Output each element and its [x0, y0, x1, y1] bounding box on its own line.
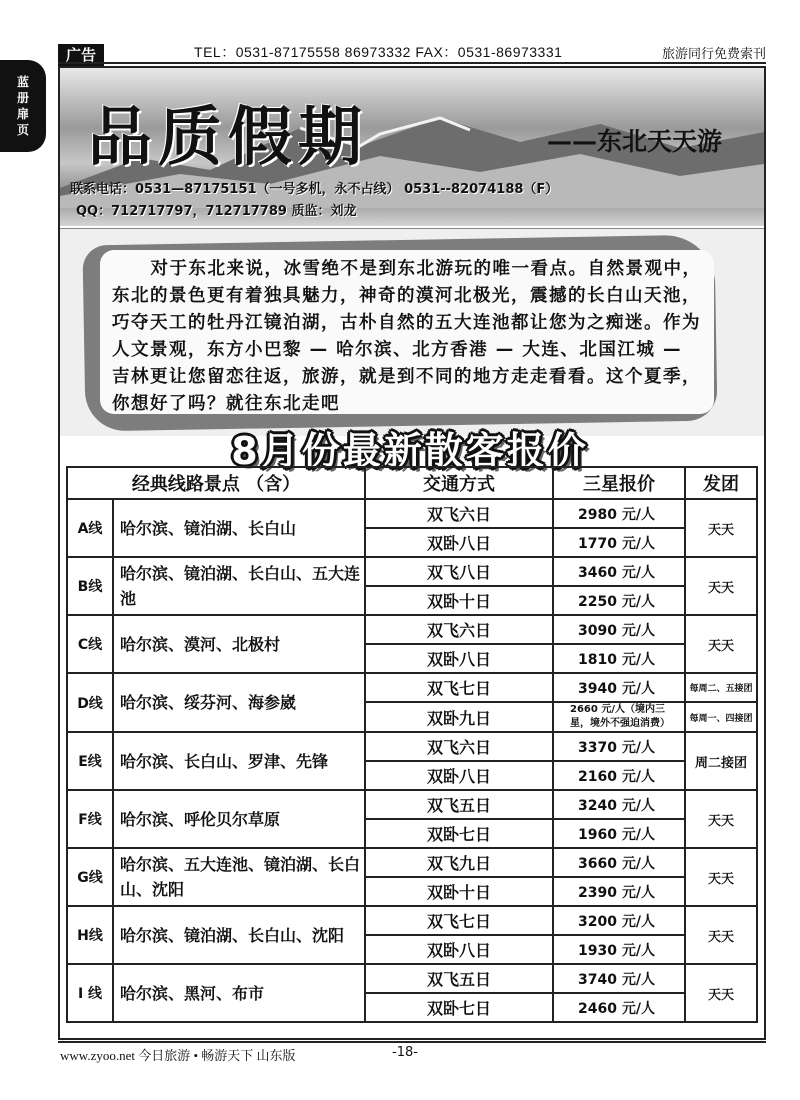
table-row	[67, 790, 757, 819]
line-code: F线	[67, 790, 113, 848]
transport-cell: 双飞九日	[365, 848, 553, 877]
price-cell: 1770 元/人	[553, 528, 685, 557]
ad-tag: 广告	[58, 44, 104, 66]
line-code: B线	[67, 557, 113, 615]
transport-cell: 双飞五日	[365, 790, 553, 819]
transport-cell: 双卧八日	[365, 644, 553, 673]
line-code: G线	[67, 848, 113, 906]
page-number: -18-	[392, 1045, 418, 1060]
transport-cell: 双卧七日	[365, 993, 553, 1022]
line-route: 哈尔滨、黑河、布市	[113, 964, 365, 1022]
col-header-price: 三星报价	[553, 467, 685, 499]
side-tab-char: 蓝	[16, 75, 29, 89]
side-tab	[0, 60, 46, 152]
side-tab-char: 页	[16, 123, 29, 137]
transport-cell: 双飞七日	[365, 906, 553, 935]
table-row	[67, 906, 757, 935]
banner-title: 品质假期	[88, 101, 368, 175]
line-route: 哈尔滨、镜泊湖、长白山	[113, 499, 365, 557]
header-phone: TEL：0531-87175558 86973332 FAX：0531-86973331	[194, 44, 563, 60]
price-cell: 3370 元/人	[553, 732, 685, 761]
line-code: I 线	[67, 964, 113, 1022]
table-row	[67, 615, 757, 644]
table-row	[67, 732, 757, 761]
side-tab-char: 册	[16, 91, 29, 105]
price-cell: 2980 元/人	[553, 499, 685, 528]
line-route: 哈尔滨、呼伦贝尔草原	[113, 790, 365, 848]
price-cell: 1960 元/人	[553, 819, 685, 848]
price-cell: 3460 元/人	[553, 557, 685, 586]
side-tab-char: 扉	[16, 107, 29, 121]
price-cell: 3090 元/人	[553, 615, 685, 644]
table-row	[67, 557, 757, 586]
depart-cell: 每周一、四接团	[685, 702, 757, 732]
table-row	[67, 964, 757, 993]
depart-cell: 天天	[685, 848, 757, 906]
transport-cell: 双卧十日	[365, 586, 553, 615]
banner	[60, 68, 764, 226]
transport-cell: 双飞六日	[365, 615, 553, 644]
line-code: A线	[67, 499, 113, 557]
transport-cell: 双卧八日	[365, 761, 553, 790]
header-tagline: 旅游同行免费索刊	[661, 47, 766, 62]
table-row	[67, 673, 757, 702]
contact-phone: 联系电话：0531—87175151（一号多机，永不占线） 0531--82074188（F）	[70, 182, 559, 197]
price-cell: 2250 元/人	[553, 586, 685, 615]
transport-cell: 双飞七日	[365, 673, 553, 702]
transport-cell: 双卧七日	[365, 819, 553, 848]
depart-cell: 天天	[685, 964, 757, 1022]
line-code: D线	[67, 673, 113, 732]
price-cell: 2460 元/人	[553, 993, 685, 1022]
page-frame	[58, 66, 766, 1040]
price-cell: 3200 元/人	[553, 906, 685, 935]
transport-cell: 双飞八日	[365, 557, 553, 586]
price-headline: 8月份最新散客报价	[231, 429, 589, 473]
line-route: 哈尔滨、长白山、罗津、先锋	[113, 732, 365, 790]
depart-cell: 周二接团	[685, 732, 757, 790]
table-row	[67, 499, 757, 528]
price-cell: 2660 元/人（境内三星，境外不强迫消费）	[553, 702, 685, 732]
transport-cell: 双卧八日	[365, 935, 553, 964]
intro-box	[100, 250, 714, 414]
table-row	[67, 848, 757, 877]
transport-cell: 双飞六日	[365, 499, 553, 528]
price-cell: 3940 元/人	[553, 673, 685, 702]
price-cell: 2390 元/人	[553, 877, 685, 906]
price-cell: 3740 元/人	[553, 964, 685, 993]
price-cell: 3240 元/人	[553, 790, 685, 819]
contact-qq: QQ：712717797，712717789 质监：刘龙	[76, 204, 357, 219]
depart-cell: 天天	[685, 790, 757, 848]
transport-cell: 双飞六日	[365, 732, 553, 761]
depart-cell: 天天	[685, 499, 757, 557]
depart-cell: 天天	[685, 615, 757, 673]
price-cell: 1930 元/人	[553, 935, 685, 964]
col-header-route: 经典线路景点 （含）	[67, 467, 365, 499]
intro-text: 对于东北来说，冰雪绝不是到东北游玩的唯一看点。自然景观中，东北的景色更有着独具魅力，神奇的漠河北极光，震撼的长白山天池，巧夺天工的牡丹江镜泊湖，古朴自然的五大连池都让您为之痴迷。作为人文景观，东方小巴黎 — 哈尔滨、北方香港 — 大连、北国江城 — 吉林更让您留恋往返，旅游，就是到不同的地方走走看看。这个夏季，你想好了吗？就往东北走吧	[112, 259, 702, 414]
line-route: 哈尔滨、绥芬河、海参崴	[113, 673, 365, 732]
depart-cell: 天天	[685, 906, 757, 964]
line-route: 哈尔滨、五大连池、镜泊湖、长白山、沈阳	[113, 848, 365, 906]
footer-rule	[58, 1041, 766, 1043]
table-header-row	[67, 467, 757, 499]
line-code: C线	[67, 615, 113, 673]
line-route: 哈尔滨、漠河、北极村	[113, 615, 365, 673]
price-cell: 2160 元/人	[553, 761, 685, 790]
depart-cell: 天天	[685, 557, 757, 615]
line-code: H线	[67, 906, 113, 964]
col-header-depart: 发团	[685, 467, 757, 499]
header-rule	[58, 62, 766, 64]
price-cell: 1810 元/人	[553, 644, 685, 673]
line-route: 哈尔滨、镜泊湖、长白山、沈阳	[113, 906, 365, 964]
line-code: E线	[67, 732, 113, 790]
price-table	[66, 466, 758, 1023]
footer-site: www.zyoo.net 今日旅游 • 畅游天下 山东版	[60, 1048, 296, 1063]
depart-cell: 每周二、五接团	[685, 673, 757, 702]
transport-cell: 双卧九日	[365, 702, 553, 732]
transport-cell: 双飞五日	[365, 964, 553, 993]
line-route: 哈尔滨、镜泊湖、长白山、五大连池	[113, 557, 365, 615]
transport-cell: 双卧八日	[365, 528, 553, 557]
transport-cell: 双卧十日	[365, 877, 553, 906]
price-cell: 3660 元/人	[553, 848, 685, 877]
banner-subtitle: ——东北天天游	[546, 127, 722, 156]
col-header-transport: 交通方式	[365, 467, 553, 499]
